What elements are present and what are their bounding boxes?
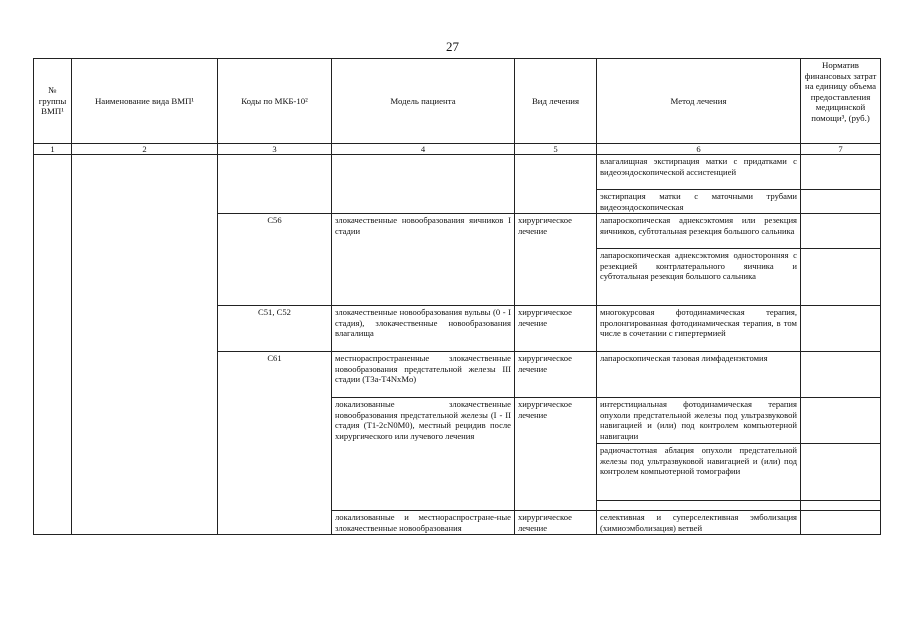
cost-cell — [801, 398, 881, 444]
column-number: 1 — [34, 144, 72, 155]
treatment-method-cell: радиочастотная аблация опухоли предстательной железы под ультразвуковой навигацией и (или) под контролем компьютерной томографии — [597, 444, 801, 501]
cost-cell — [801, 249, 881, 306]
cost-cell — [801, 511, 881, 535]
vmp-name-cell — [72, 155, 218, 535]
icd-code-cell: C61 — [218, 352, 332, 535]
cost-cell — [801, 501, 881, 511]
patient-model-cell: местнораспространенные злокачественные новообразования предстательной железы III стадии (T3a-T4NxMo) — [332, 352, 515, 398]
header-icd-codes: Коды по МКБ-10² — [218, 59, 332, 144]
column-number-row — [34, 144, 881, 155]
treatment-type-cell: хирургическое лечение — [515, 511, 597, 535]
treatment-method-cell — [597, 501, 801, 511]
header-group-number: № группы ВМП¹ — [34, 59, 72, 144]
column-number: 4 — [332, 144, 515, 155]
patient-model-cell: злокачественные новообразования вульвы (0 - I стадия), злокачественные новообразования влагалища — [332, 306, 515, 352]
table-row — [34, 155, 881, 190]
patient-model-cell — [332, 155, 515, 214]
page-number: 27 — [446, 39, 459, 54]
cost-cell — [801, 444, 881, 501]
treatment-method-cell: лапароскопическая аднексэктомия или резекция яичников, субтотальная резекция большого сальника — [597, 214, 801, 249]
vmp-table — [33, 58, 881, 535]
treatment-type-cell: хирургическое лечение — [515, 398, 597, 511]
group-number-cell — [34, 155, 72, 535]
header-cost-norm: Норматив финансовых затрат на единицу объема предоставления медицинской помощи³, (руб.) — [801, 59, 881, 144]
column-number: 5 — [515, 144, 597, 155]
treatment-method-cell: лапароскопическая аднексэктомия односторонняя с резекцией контрлатерального яичника и субтотальная резекция большого сальника — [597, 249, 801, 306]
header-patient-model: Модель пациента — [332, 59, 515, 144]
header-vmp-name: Наименование вида ВМП¹ — [72, 59, 218, 144]
column-number: 2 — [72, 144, 218, 155]
cost-cell — [801, 214, 881, 249]
treatment-method-cell: экстирпация матки с маточными трубами видеоэндоскопическая — [597, 190, 801, 214]
cost-cell — [801, 306, 881, 352]
patient-model-cell: злокачественные новообразования яичников I стадии — [332, 214, 515, 306]
treatment-type-cell: хирургическое лечение — [515, 306, 597, 352]
cost-cell — [801, 352, 881, 398]
header-row — [34, 59, 881, 144]
treatment-method-cell: селективная и суперселективная эмболизация (химиоэмболизация) ветвей — [597, 511, 801, 535]
treatment-type-cell — [515, 155, 597, 214]
icd-code-cell: C56 — [218, 214, 332, 306]
treatment-method-cell: многокурсовая фотодинамическая терапия, пролонгированная фотодинамическая терапия, в том числе в сочетании с гипертермией — [597, 306, 801, 352]
treatment-method-cell: интерстициальная фотодинамическая терапия опухоли предстательной железы под ультразвуковой навигацией и (или) под контролем компьютерной навигации — [597, 398, 801, 444]
icd-code-cell: C51, C52 — [218, 306, 332, 352]
cost-cell — [801, 190, 881, 214]
icd-code-cell — [218, 155, 332, 214]
column-number: 3 — [218, 144, 332, 155]
patient-model-cell: локализованные злокачественные новообразования предстательной железы (I - II стадия (T1-2cN0M0), местный рецидив после хирургического или лучевого лечения — [332, 398, 515, 511]
treatment-type-cell: хирургическое лечение — [515, 214, 597, 306]
treatment-type-cell: хирургическое лечение — [515, 352, 597, 398]
patient-model-cell: локализованные и местнораспростране-ные злокачественные новообразования — [332, 511, 515, 535]
column-number: 7 — [801, 144, 881, 155]
cost-cell — [801, 155, 881, 190]
treatment-method-cell: лапароскопическая тазовая лимфаденэктомия — [597, 352, 801, 398]
header-treatment-type: Вид лечения — [515, 59, 597, 144]
header-treatment-method: Метод лечения — [597, 59, 801, 144]
treatment-method-cell: влагалищная экстирпация матки с придатками с видеоэндоскопической ассистенцией — [597, 155, 801, 190]
column-number: 6 — [597, 144, 801, 155]
